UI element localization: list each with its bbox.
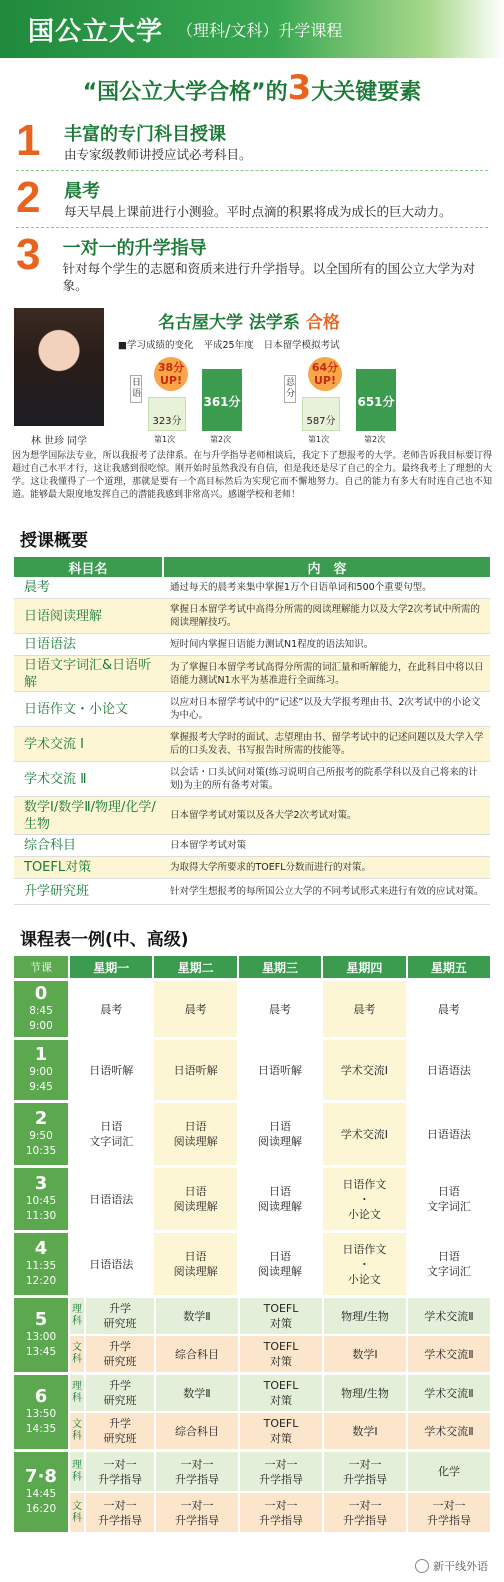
- subject-name: 升学研究班: [24, 884, 90, 899]
- track-label: 文科: [70, 1413, 84, 1449]
- schedule-cell: 一对一 升学指导: [408, 1493, 490, 1532]
- schedule-cell: 数学Ⅱ: [156, 1375, 238, 1411]
- schedule-cell: 升学 研究班: [86, 1298, 154, 1334]
- overview-col-content: 内 容: [307, 561, 347, 577]
- schedule-row: [14, 1040, 490, 1100]
- key-points-list: [16, 114, 488, 300]
- schedule-cell: 一对一 升学指导: [86, 1493, 154, 1532]
- schedule-cell: 升学 研究班: [86, 1375, 154, 1411]
- chart-x-label-1: 第1次: [154, 435, 176, 444]
- science-track: [68, 1298, 490, 1334]
- period-time: 9:45: [29, 1081, 53, 1093]
- schedule-cell: 日语 文字词汇: [70, 1103, 152, 1165]
- schedule-cell: 综合科目: [156, 1413, 238, 1449]
- schedule-cell: 一对一 升学指导: [156, 1452, 238, 1491]
- schedule-cell: 日语 阅读理解: [154, 1168, 236, 1230]
- period-number: 0: [34, 983, 48, 1004]
- chart-axis-label: 日语: [130, 375, 142, 403]
- subject-name: 数学Ⅰ/数学Ⅱ/物理/化学/生物: [14, 797, 164, 834]
- header-subtitle: （理科/文科）升学课程: [177, 20, 343, 40]
- schedule-cell: 数学Ⅱ: [156, 1298, 238, 1334]
- science-track: [68, 1452, 490, 1491]
- schedule-cell: 日语语法: [70, 1168, 152, 1230]
- period-time: 12:20: [25, 1275, 57, 1287]
- science-track: [68, 1375, 490, 1411]
- overview-row: [14, 727, 490, 762]
- subject-desc: 针对学生想报考的每所国公立大学的不同考试形式来进行有效的应试对策。: [170, 886, 484, 897]
- key-point: [16, 114, 488, 171]
- schedule-cell: 日语语法: [408, 1103, 490, 1165]
- overview-row: [14, 692, 490, 727]
- overview-row: [14, 656, 490, 692]
- chart-x-label-2: 第2次: [364, 435, 386, 444]
- overview-row: [14, 577, 490, 599]
- period-time: 14:35: [25, 1423, 57, 1435]
- schedule-cell: 日语语法: [408, 1040, 490, 1100]
- overview-row: [14, 599, 490, 634]
- schedule-cell: 一对一 升学指导: [240, 1452, 322, 1491]
- chart-x-label-2: 第2次: [210, 435, 232, 444]
- period-cell: [14, 1233, 68, 1295]
- schedule-cell: 物理/生物: [324, 1375, 406, 1411]
- schedule-cell: 升学 研究班: [86, 1413, 154, 1449]
- period-header: 节课: [14, 956, 68, 978]
- period-number: 7·8: [25, 1466, 57, 1487]
- chart-bar-after: 651分: [356, 369, 396, 431]
- key-point-number: 2: [16, 173, 41, 222]
- subject-desc: 掌握报考大学时的面试、志望理由书、留学考试中的记述问题以及大学入学后的口头发表、书写报告时所需的技能等。: [164, 727, 490, 761]
- day-header: 星期三: [239, 956, 321, 978]
- period-time: 9:00: [29, 1020, 53, 1032]
- subject-name: 日语作文・小论文: [24, 701, 129, 717]
- case-university: 名古屋大学 法学系: [158, 313, 300, 333]
- key-point-title: 一对一的升学指导: [62, 238, 207, 259]
- period-number: 2: [34, 1108, 48, 1129]
- schedule-cell: 学术交流Ⅱ: [408, 1413, 490, 1449]
- period-time: 9:50: [29, 1130, 53, 1142]
- overview-table: [14, 557, 490, 905]
- case-subtitle-a: ■学习成绩的变化: [118, 340, 194, 351]
- subject-desc: 为取得大学所要求的TOEFL分数而进行的对策。: [164, 857, 490, 878]
- subject-desc: 通过每天的晨考来集中掌握1万个日语单词和500个重要句型。: [170, 582, 432, 593]
- chart-up-value: 38分: [157, 361, 185, 374]
- schedule-cell: 日语作文 ・ 小论文: [323, 1168, 405, 1230]
- schedule-cell: 一对一 升学指导: [156, 1493, 238, 1532]
- subject-desc: 以应对日本留学考试中的“记述”以及大学报考理由书、2次考试中的小论文为中心。: [170, 697, 481, 721]
- chart-up-label: UP!: [159, 374, 182, 387]
- schedule-cell: 日语作文 ・ 小论文: [323, 1233, 405, 1295]
- subject-desc: 以会话・口头试问对策(练习说明自己所报考的院系学科以及自己将来的计划)为主的所有备考对策。: [170, 767, 478, 791]
- student-photo: [14, 308, 104, 426]
- key-point-number: 1: [16, 116, 41, 165]
- period-cell: [14, 1452, 68, 1532]
- schedule-cell: 学术交流Ⅱ: [408, 1375, 490, 1411]
- schedule-cell: 晨考: [70, 981, 152, 1037]
- schedule-cell: 学术交流Ⅰ: [323, 1040, 405, 1100]
- student-story: 因为想学国际法专业，所以我报考了法律系。在与升学指导老师相谈后，我定下了想报考的大学。老师告诉我目标要订得超过自己水平才行，这让我感到很吃惊。刚开始时虽然我没有自信，但是我还是尽了自己的全力。最终我考上了理想的大学。这让我懂得了一个道理，那就是要有一个高目标然后为实现它而不懈地努力。自己的能力有多大有时连自己也不知道。能够最大限度地发挥自己的潜能我感到非常高兴。感谢学校和老师！: [12, 451, 492, 500]
- period-cell: [14, 981, 68, 1037]
- period-time: 11:35: [25, 1260, 57, 1272]
- period-time: 11:30: [25, 1210, 57, 1222]
- schedule-cell: 一对一 升学指导: [240, 1493, 322, 1532]
- day-header: 星期一: [70, 956, 152, 978]
- period-number: 5: [34, 1309, 48, 1330]
- watermark: [415, 1558, 488, 1574]
- subject-desc: 掌握日本留学考试中高得分所需的阅读理解能力以及大学2次考试中所需的阅读理解技巧。: [164, 599, 490, 633]
- schedule-cell: 晨考: [323, 981, 405, 1037]
- schedule-cell: TOEFL 对策: [240, 1375, 322, 1411]
- subject-name: 综合科目: [24, 838, 77, 853]
- subject-name: 晨考: [24, 580, 51, 595]
- score-charts: [118, 355, 490, 445]
- period-time: 13:45: [25, 1346, 57, 1358]
- overview-row: [14, 879, 490, 905]
- schedule-cell: 日语 文字词汇: [408, 1168, 490, 1230]
- humanities-track: [68, 1413, 490, 1449]
- day-header: 星期四: [323, 956, 405, 978]
- schedule-cell: 学术交流Ⅱ: [408, 1336, 490, 1372]
- period-cell: [14, 1298, 68, 1372]
- case-study: [14, 308, 490, 448]
- schedule-header: [14, 956, 490, 978]
- schedule-cell: TOEFL 对策: [240, 1413, 322, 1449]
- schedule-cell: 一对一 升学指导: [86, 1452, 154, 1491]
- key-points-title: [0, 68, 504, 108]
- schedule-cell: 学术交流Ⅱ: [408, 1298, 490, 1334]
- period-cell: [14, 1168, 68, 1230]
- score-chart-total: [272, 355, 422, 445]
- watermark-text: 新干线外语: [433, 1560, 488, 1573]
- key-points-title-post: 大关键要素: [311, 80, 422, 105]
- schedule-cell: 晨考: [408, 981, 490, 1037]
- day-header: 星期五: [408, 956, 490, 978]
- schedule-cell: TOEFL 对策: [240, 1298, 322, 1334]
- key-point-desc: 每天早晨上课前进行小测验。平时点滴的积累将成为成长的巨大动力。: [64, 204, 452, 219]
- schedule-cell: 晨考: [154, 981, 236, 1037]
- header-band: [0, 0, 504, 58]
- subject-desc: 为了掌握日本留学考试高得分所需的词汇量和听解能力，在此科目中将以日语能力测试N1水平为基准进行全面练习。: [164, 656, 490, 691]
- chart-up-label: UP!: [313, 374, 336, 387]
- period-time: 14:45: [25, 1488, 57, 1500]
- case-subtitle-c: 日本留学模拟考试: [263, 340, 340, 351]
- period-cell: [14, 1375, 68, 1449]
- schedule-table: [14, 956, 490, 1532]
- key-points-title-pre: “国公立大学合格”的: [82, 80, 288, 105]
- chart-x-label-1: 第1次: [308, 435, 330, 444]
- case-subtitle-b: 平成25年度: [203, 340, 254, 351]
- schedule-cell: 日语 阅读理解: [239, 1103, 321, 1165]
- schedule-row: [14, 1103, 490, 1165]
- subject-desc: 日本留学考试对策: [170, 840, 247, 851]
- student-caption: 林 世珍 同学: [30, 436, 88, 447]
- schedule-cell: 化学: [408, 1452, 490, 1491]
- schedule-cell: 日语 阅读理解: [154, 1103, 236, 1165]
- wechat-icon: [415, 1559, 429, 1573]
- period-time: 10:45: [25, 1195, 57, 1207]
- overview-row: [14, 634, 490, 656]
- chart-up-badge: [308, 357, 342, 391]
- chart-bar-before: 323分: [148, 397, 186, 431]
- period-cell: [14, 1103, 68, 1165]
- key-point-title: 丰富的专门科目授课: [64, 124, 226, 145]
- chart-bar-after: 361分: [202, 369, 242, 431]
- key-point-number: 3: [16, 230, 41, 279]
- overview-header: [14, 557, 490, 577]
- schedule-cell: 日语听解: [239, 1040, 321, 1100]
- overview-col-name: 科目名: [14, 557, 164, 577]
- overview-row: [14, 797, 490, 835]
- overview-title: 授课概要: [20, 531, 88, 551]
- day-header: 星期二: [154, 956, 236, 978]
- track-label: 文科: [70, 1336, 84, 1372]
- subject-desc: 日本留学考试对策以及各大学2次考试对策。: [164, 797, 490, 834]
- chart-up-badge: [154, 357, 188, 391]
- period-number: 1: [34, 1044, 48, 1065]
- header-title: 国公立大学: [28, 16, 164, 47]
- schedule-row: [14, 981, 490, 1037]
- subject-desc: 短时间内掌握日语能力测试N1程度的语法知识。: [170, 639, 374, 650]
- schedule-cell: 日语听解: [70, 1040, 152, 1100]
- key-point-desc: 针对每个学生的志愿和资质来进行升学指导。以全国所有的国公立大学为对象。: [62, 261, 476, 293]
- overview-row: [14, 835, 490, 857]
- schedule-cell: 晨考: [239, 981, 321, 1037]
- schedule-cell: 日语 文字词汇: [408, 1233, 490, 1295]
- schedule-cell: 学术交流Ⅰ: [323, 1103, 405, 1165]
- schedule-cell: 综合科目: [156, 1336, 238, 1372]
- track-label: 文科: [70, 1493, 84, 1532]
- period-time: 9:00: [29, 1066, 53, 1078]
- case-title: [158, 308, 490, 333]
- schedule-cell: 日语 阅读理解: [239, 1168, 321, 1230]
- period-number: 4: [34, 1238, 48, 1259]
- score-chart-japanese: [118, 355, 268, 445]
- period-number: 6: [34, 1386, 48, 1407]
- period-time: 8:45: [29, 1005, 53, 1017]
- schedule-cell: 数学Ⅰ: [324, 1413, 406, 1449]
- schedule-cell: 物理/生物: [324, 1298, 406, 1334]
- track-label: 理科: [70, 1298, 84, 1334]
- schedule-cell: 日语听解: [154, 1040, 236, 1100]
- schedule-cell: 一对一 升学指导: [324, 1452, 406, 1491]
- key-point: [16, 228, 488, 300]
- humanities-track: [68, 1336, 490, 1372]
- schedule-cell: 日语语法: [70, 1233, 152, 1295]
- schedule-row: [14, 1233, 490, 1295]
- key-points-title-num: 3: [287, 68, 312, 108]
- schedule-title: 课程表一例(中、高级): [20, 930, 189, 950]
- period-number: 3: [34, 1173, 48, 1194]
- schedule-cell: 日语 阅读理解: [154, 1233, 236, 1295]
- schedule-cell: 一对一 升学指导: [324, 1493, 406, 1532]
- key-point: [16, 171, 488, 228]
- subject-name: 日语文字词汇&日语听解: [14, 656, 164, 691]
- schedule-cell: TOEFL 对策: [240, 1336, 322, 1372]
- period-time: 13:50: [25, 1408, 57, 1420]
- subject-name: 学术交流 Ⅱ: [24, 771, 87, 787]
- subject-name: TOEFL对策: [14, 857, 164, 878]
- schedule-row-split: [14, 1375, 490, 1449]
- key-point-title: 晨考: [64, 181, 100, 202]
- subject-name: 学术交流 Ⅰ: [14, 727, 164, 761]
- schedule-row-split: [14, 1298, 490, 1372]
- overview-row: [14, 762, 490, 797]
- track-label: 理科: [70, 1452, 84, 1491]
- period-time: 16:20: [25, 1503, 57, 1515]
- case-subtitle: [118, 337, 490, 351]
- schedule-cell: 数学Ⅰ: [324, 1336, 406, 1372]
- schedule-row: [14, 1168, 490, 1230]
- overview-row: [14, 857, 490, 879]
- humanities-track: [68, 1493, 490, 1532]
- schedule-row-split: [14, 1452, 490, 1532]
- schedule-cell: 日语 阅读理解: [239, 1233, 321, 1295]
- chart-up-value: 64分: [311, 361, 339, 374]
- period-time: 10:35: [25, 1145, 57, 1157]
- schedule-cell: 升学 研究班: [86, 1336, 154, 1372]
- key-point-desc: 由专家级教师讲授应试必考科目。: [64, 147, 252, 162]
- subject-name: 日语阅读理解: [14, 599, 164, 633]
- chart-bar-before: 587分: [302, 397, 340, 431]
- period-time: 13:00: [25, 1331, 57, 1343]
- chart-axis-label: 总分: [284, 375, 296, 403]
- case-pass: 合格: [305, 313, 340, 333]
- period-cell: [14, 1040, 68, 1100]
- track-label: 理科: [70, 1375, 84, 1411]
- subject-name: 日语语法: [24, 637, 77, 652]
